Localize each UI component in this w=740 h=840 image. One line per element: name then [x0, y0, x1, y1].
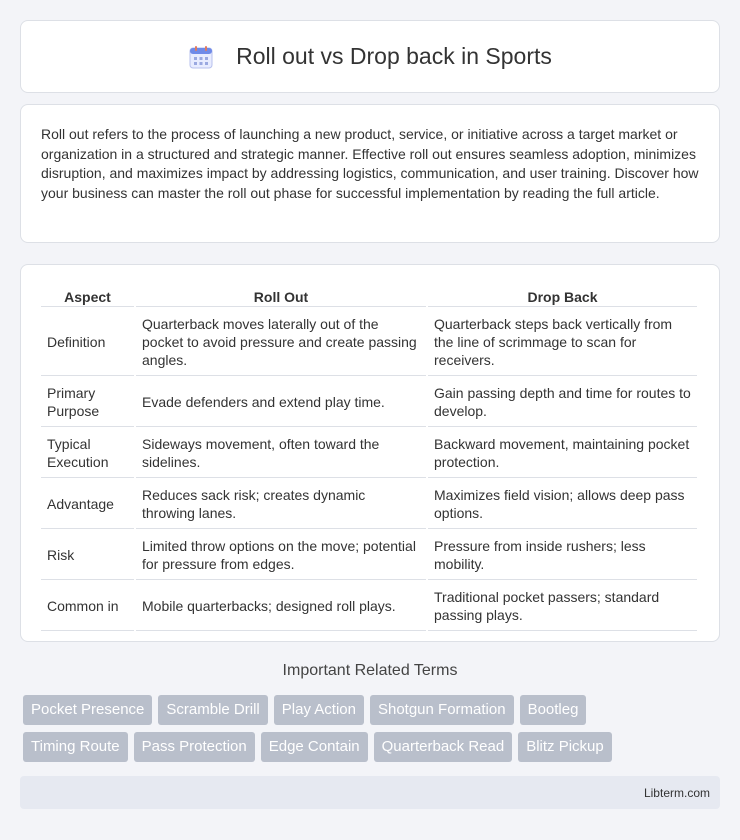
table-row — [41, 582, 697, 631]
footer — [20, 776, 720, 809]
calendar-icon — [188, 44, 214, 70]
tag-play-action[interactable]: Play Action — [274, 695, 364, 725]
tag-pocket-presence[interactable]: Pocket Presence — [23, 695, 152, 725]
related-tags — [23, 695, 723, 769]
table-row — [41, 480, 697, 529]
roll-out-cell: Reduces sack risk; creates dynamic throwing lanes. — [136, 480, 426, 529]
drop-back-cell: Maximizes field vision; allows deep pass options. — [428, 480, 697, 529]
aspect-cell: Advantage — [41, 480, 134, 529]
tag-row — [23, 695, 723, 725]
column-header: Roll Out — [136, 287, 426, 307]
tag-edge-contain[interactable]: Edge Contain — [261, 732, 368, 762]
table-row — [41, 531, 697, 580]
comparison-table — [39, 285, 699, 633]
column-header: Drop Back — [428, 287, 697, 307]
table-header-row — [41, 287, 697, 307]
aspect-cell: Typical Execution — [41, 429, 134, 478]
aspect-cell: Definition — [41, 309, 134, 376]
tag-pass-protection[interactable]: Pass Protection — [134, 732, 255, 762]
table-row — [41, 309, 697, 376]
roll-out-cell: Evade defenders and extend play time. — [136, 378, 426, 427]
aspect-cell: Common in — [41, 582, 134, 631]
table-row — [41, 378, 697, 427]
aspect-cell: Primary Purpose — [41, 378, 134, 427]
drop-back-cell: Backward movement, maintaining pocket protection. — [428, 429, 697, 478]
drop-back-cell: Quarterback steps back vertically from the line of scrimmage to scan for receivers. — [428, 309, 697, 376]
tag-shotgun-formation[interactable]: Shotgun Formation — [370, 695, 514, 725]
comparison-card — [20, 264, 720, 642]
roll-out-cell: Sideways movement, often toward the sidelines. — [136, 429, 426, 478]
tag-row — [23, 732, 723, 762]
tag-bootleg[interactable]: Bootleg — [520, 695, 587, 725]
table-row — [41, 429, 697, 478]
tag-scramble-drill[interactable]: Scramble Drill — [158, 695, 267, 725]
drop-back-cell: Traditional pocket passers; standard passing plays. — [428, 582, 697, 631]
tag-quarterback-read[interactable]: Quarterback Read — [374, 732, 513, 762]
roll-out-cell: Mobile quarterbacks; designed roll plays. — [136, 582, 426, 631]
intro-text: Roll out refers to the process of launching a new product, service, or initiative across a target market or organization in a structured and strategic manner. Effective roll out ensures seamless adoption, minimizes disruption, and maximizes impact by addressing logistics, communication, and user training. Discover how your business can master the roll out phase for successful implementation by reading the full article. — [41, 126, 699, 201]
header-card — [20, 20, 720, 93]
tag-timing-route[interactable]: Timing Route — [23, 732, 128, 762]
footer-brand-link[interactable]: Libterm.com — [643, 785, 710, 800]
roll-out-cell: Limited throw options on the move; potential for pressure from edges. — [136, 531, 426, 580]
intro-card — [20, 104, 720, 243]
aspect-cell: Risk — [41, 531, 134, 580]
column-header: Aspect — [41, 287, 134, 307]
tag-blitz-pickup[interactable]: Blitz Pickup — [518, 732, 612, 762]
page-title: Roll out vs Drop back in Sports — [236, 43, 552, 69]
drop-back-cell: Pressure from inside rushers; less mobility. — [428, 531, 697, 580]
related-terms-title: Important Related Terms — [282, 662, 458, 679]
drop-back-cell: Gain passing depth and time for routes to develop. — [428, 378, 697, 427]
roll-out-cell: Quarterback moves laterally out of the pocket to avoid pressure and create passing angles. — [136, 309, 426, 376]
